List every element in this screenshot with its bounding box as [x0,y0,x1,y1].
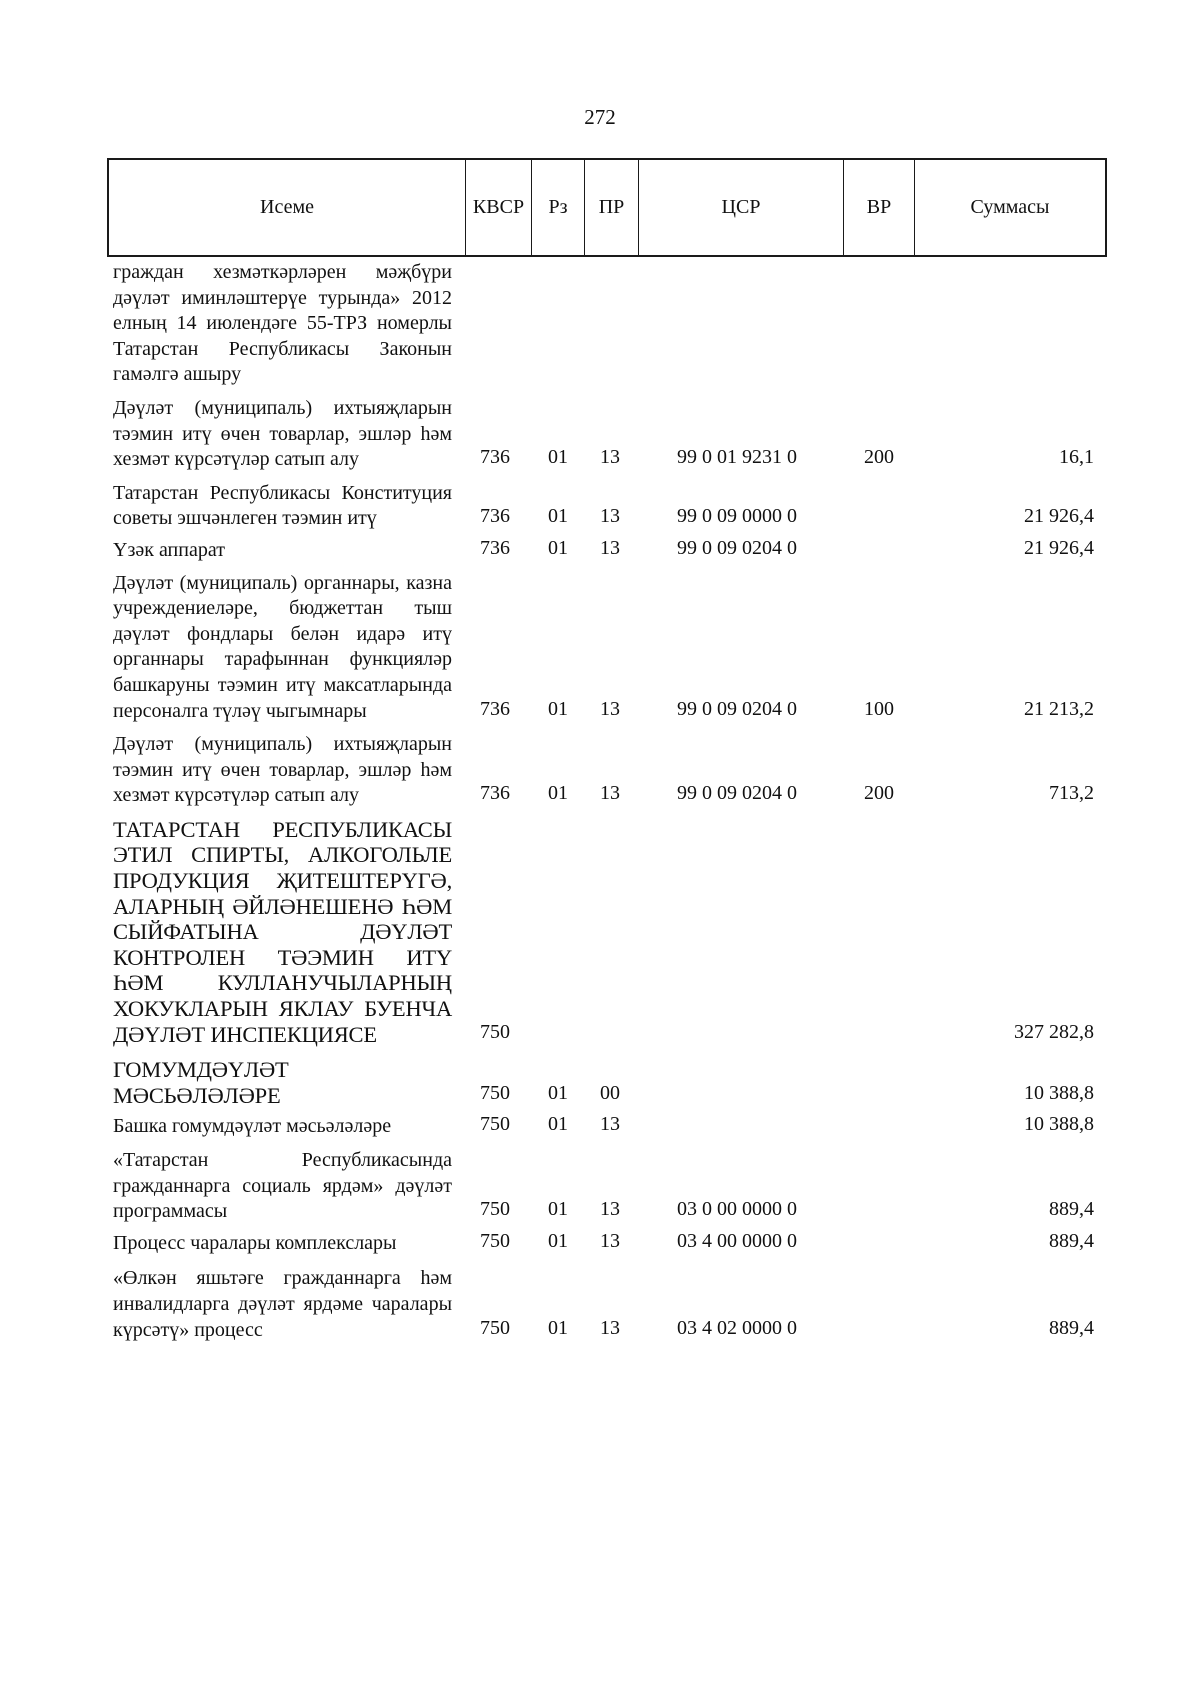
row-rz: 01 [548,446,568,469]
row-kvsr: 736 [480,446,510,469]
row-vr: 200 [864,446,894,469]
table-row [0,1148,1200,1225]
row-vr: 100 [864,697,894,720]
row-kvsr: 750 [480,1113,510,1136]
row-csr: 99 0 01 9231 0 [677,446,797,469]
row-csr: 99 0 09 0204 0 [677,782,797,805]
row-sum: 21 926,4 [1024,536,1094,559]
page-number: 272 [584,105,616,129]
row-name: Дәүләт (муниципаль) ихтыяҗларын тәэмин итү өчен товарлар, эшләр һәм хезмәт күрсәтүләр сатып алу [113,733,452,807]
row-sum: 10 388,8 [1024,1081,1094,1104]
table-row [0,817,1200,1047]
column-header-kvsr: КВСР [466,160,532,255]
row-rz: 01 [548,697,568,720]
row-sum: 889,4 [1049,1198,1094,1221]
row-pr: 13 [600,1229,620,1252]
row-sum: 21 213,2 [1024,697,1094,720]
row-rz: 01 [548,1081,568,1104]
row-kvsr: 736 [480,697,510,720]
table-row [0,1266,1200,1343]
row-rz: 01 [548,1198,568,1221]
row-rz: 01 [548,1113,568,1136]
table-row [0,1114,1200,1140]
row-sum: 21 926,4 [1024,505,1094,528]
row-pr: 13 [600,1113,620,1136]
row-csr: 03 4 00 0000 0 [677,1229,797,1252]
row-csr: 99 0 09 0000 0 [677,505,797,528]
row-name: ТАТАРСТАН РЕСПУБЛИКАСЫ ЭТИЛ СПИРТЫ, АЛКОГОЛЬЛЕ ПРОДУКЦИЯ ҖИТЕШТЕРҮГӘ, АЛАРНЫҢ ӘЙЛӘНЕШЕНӘ ҺӘМ СЫЙФАТЫНА ДӘҮЛӘТ КОНТРОЛЕН ТӘЭМИН ИТҮ ҺӘМ КУЛЛАНУЧЫЛАРНЫҢ ХОКУКЛАРЫН ЯКЛАУ БУЕНЧА ДӘҮЛӘТ ИНСПЕКЦИЯСЕ [113,816,452,1047]
row-name: Дәүләт (муниципаль) ихтыяҗларын тәэмин итү өчен товарлар, эшләр һәм хезмәт күрсәтүләр сатып алу [113,396,452,471]
table-row [0,260,1200,388]
row-name: Башка гомумдәүләт мәсьәләләре [113,1115,392,1138]
row-pr: 13 [600,782,620,805]
row-pr: 13 [600,1316,620,1339]
row-pr: 13 [600,446,620,469]
row-sum: 10 388,8 [1024,1113,1094,1136]
row-kvsr: 750 [480,1020,510,1043]
row-rz: 01 [548,536,568,559]
row-name: «Өлкән яшьтәге гражданнарга һәм инвалидларга дәүләт ярдәме чаралары күрсәтү» процесс [113,1267,452,1341]
table-row [0,538,1200,564]
row-pr: 00 [600,1081,620,1104]
row-sum: 327 282,8 [1014,1020,1094,1043]
row-rz: 01 [548,1316,568,1339]
row-name: Татарстан Республикасы Конституция советы эшчәнлеген тәэмин итү [113,481,452,530]
row-vr: 200 [864,782,894,805]
table-row [0,571,1200,725]
row-name: граждан хезмәткәрләрен мәҗбүри дәүләт иминләштерүе турында» 2012 елның 14 июлендәге 55-ТРЗ номерлы Татарстан Республикасы Законын гамәлгә ашыру [113,261,452,386]
row-kvsr: 750 [480,1198,510,1221]
row-sum: 713,2 [1049,782,1094,805]
row-rz: 01 [548,1229,568,1252]
row-kvsr: 736 [480,505,510,528]
row-kvsr: 750 [480,1316,510,1339]
row-sum: 889,4 [1049,1316,1094,1339]
column-header-pr: ПР [585,160,639,255]
row-pr: 13 [600,505,620,528]
table-row [0,396,1200,473]
row-name: Процесс чаралары комплекслары [113,1231,397,1254]
row-kvsr: 736 [480,782,510,805]
row-name: ГОМУМДӘҮЛӘТ МӘСЬӘЛӘЛӘРЕ [113,1057,289,1108]
row-pr: 13 [600,697,620,720]
row-csr: 03 4 02 0000 0 [677,1316,797,1339]
row-name: Үзәк аппарат [113,538,225,561]
table-body [0,260,1200,1343]
column-header-name: Исеме [109,160,466,255]
column-header-rz: Рз [532,160,585,255]
row-rz: 01 [548,782,568,805]
row-csr: 99 0 09 0204 0 [677,697,797,720]
row-pr: 13 [600,536,620,559]
row-csr: 99 0 09 0204 0 [677,536,797,559]
row-rz: 01 [548,505,568,528]
row-pr: 13 [600,1198,620,1221]
row-kvsr: 750 [480,1229,510,1252]
column-header-sum: Суммасы [970,196,1050,218]
row-name: Дәүләт (муниципаль) органнары, казна учреждениеләре, бюджеттан тыш дәүләт фондлары белән идарә итү органнары тарафыннан функцияләр башкаруны тәэмин итү максатларында персоналга түләү чыгымнары [113,571,452,722]
row-kvsr: 750 [480,1081,510,1104]
table-row [0,1231,1200,1257]
row-csr: 03 0 00 0000 0 [677,1198,797,1221]
column-header-csr: ЦСР [639,160,844,255]
row-name: «Татарстан Республикасында гражданнарга социаль ярдәм» дәүләт программасы [113,1149,452,1223]
row-kvsr: 736 [480,536,510,559]
row-sum: 16,1 [1059,446,1094,469]
table-row [0,1057,1200,1108]
row-sum: 889,4 [1049,1229,1094,1252]
column-header-vr: ВР [844,160,915,255]
table-row [0,732,1200,809]
table-row [0,481,1200,532]
table-header [107,158,1107,257]
